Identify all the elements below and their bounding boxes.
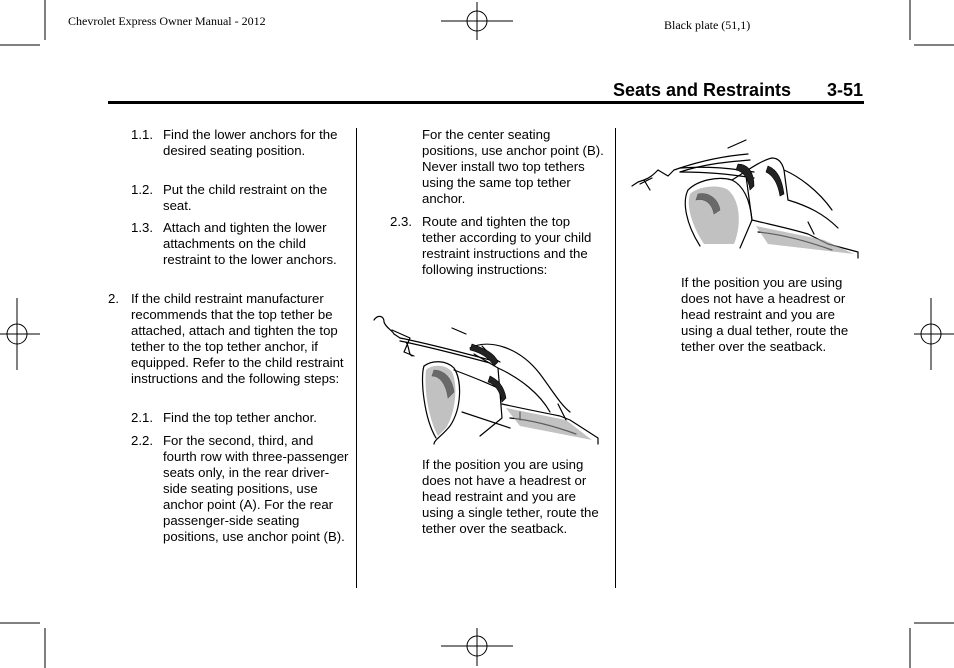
dual-tether-figure <box>628 140 860 262</box>
list-number: 2.2. <box>131 433 153 448</box>
list-text: Find the lower anchors for the desired seating position. <box>163 127 338 158</box>
list-text: If the child restraint manufacturer recommends that the top tether be attached, attach and tighten the top tether to the top tether anchor, if equipped. Refer to the child restraint instructions and the following steps: <box>131 291 344 386</box>
list-text: For the second, third, and fourth row with three-passenger seats only, in the rear driver-side seating positions, use anchor point (A). For the rear passenger-side seating positions, use anchor point (B). <box>163 433 349 544</box>
list-number: 2. <box>108 291 119 306</box>
continuation-paragraph: For the center seating positions, use anchor point (B). Never install two top tethers using the same top tether anchor. <box>422 127 604 206</box>
list-text: Find the top tether anchor. <box>163 410 317 425</box>
list-number: 2.1. <box>131 410 153 425</box>
list-number: 1.1. <box>131 127 153 142</box>
list-number: 2.3. <box>390 214 412 229</box>
list-number: 1.3. <box>131 220 153 235</box>
list-text: Put the child restraint on the seat. <box>163 182 328 213</box>
single-tether-figure <box>370 308 602 448</box>
list-text: Route and tighten the top tether according to your child restraint instructions and the following instructions: <box>422 214 592 277</box>
list-text: Attach and tighten the lower attachments on the child restraint to the lower anchors. <box>163 220 337 267</box>
header-rule <box>108 101 864 104</box>
column-divider-1 <box>356 128 357 588</box>
section-title: Seats and Restraints <box>613 80 792 100</box>
page-number: 3-51 <box>827 80 864 100</box>
manual-title: Chevrolet Express Owner Manual - 2012 <box>68 14 266 28</box>
single-tether-paragraph: If the position you are using does not have a headrest or head restraint and you are using a single tether, route the tether over the seatback. <box>422 457 599 536</box>
plate-label: Black plate (51,1) <box>664 18 751 32</box>
dual-tether-paragraph: If the position you are using does not have a headrest or head restraint and you are using a dual tether, route the tether over the seatback. <box>681 275 849 354</box>
column-divider-2 <box>615 128 616 588</box>
list-number: 1.2. <box>131 182 153 197</box>
